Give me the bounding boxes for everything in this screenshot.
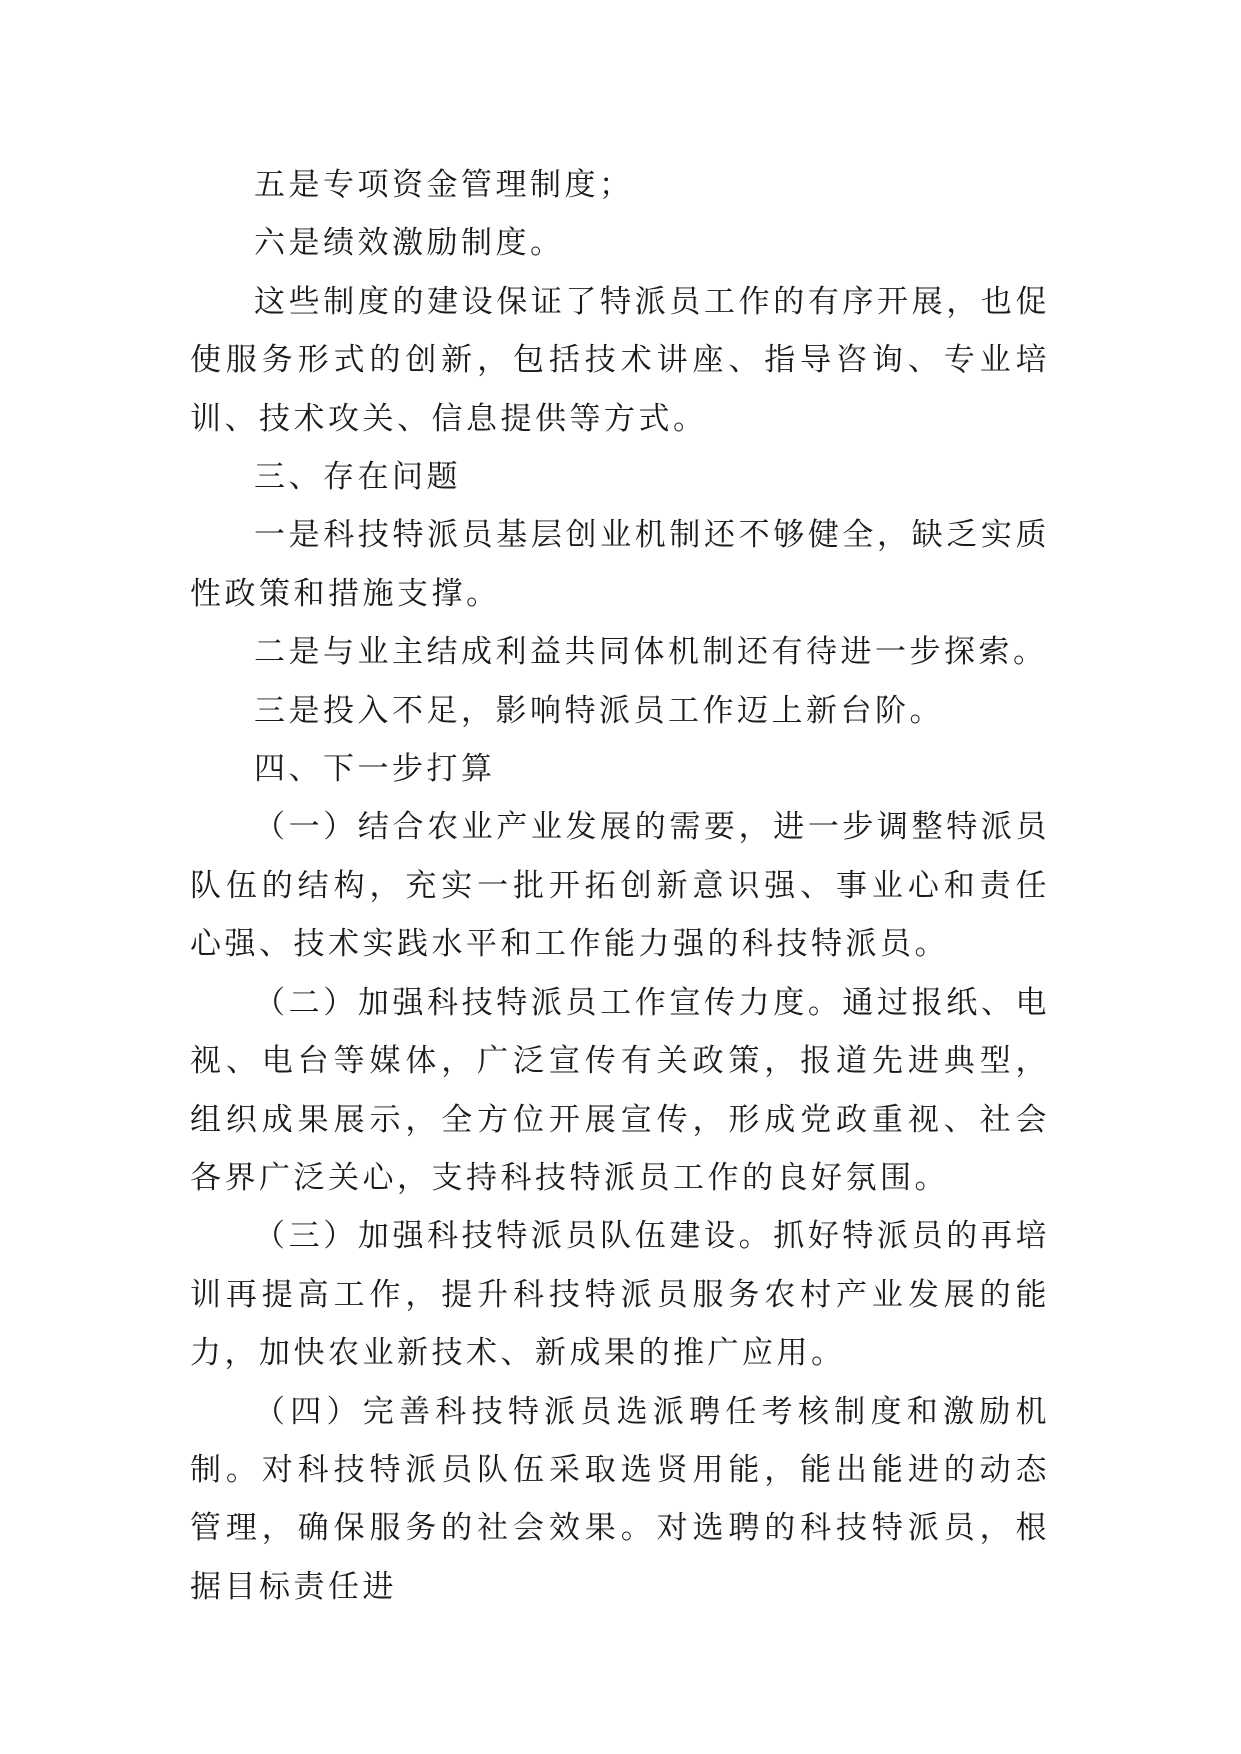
paragraph-plan-3: （三）加强科技特派员队伍建设。抓好特派员的再培训再提高工作，提升科技特派员服务农村产业发展的能力，加快农业新技术、新成果的推广应用。 [190, 1218, 1050, 1372]
paragraph-summary: 这些制度的建设保证了特派员工作的有序开展，也促使服务形式的创新，包括技术讲座、指导咨询、专业培训、技术攻关、信息提供等方式。 [190, 283, 1050, 437]
paragraph-item-5: 五是专项资金管理制度； [254, 167, 634, 203]
section-heading-next-steps: 四、下一步打算 [254, 751, 496, 788]
paragraph-item-6: 六是绩效激励制度。 [254, 225, 565, 262]
paragraph-problem-2: 二是与业主结成利益共同体机制还有待进一步探索。 [254, 634, 1048, 671]
section-heading-problems: 三、存在问题 [254, 459, 461, 496]
paragraph-plan-1: （一）结合农业产业发展的需要，进一步调整特派员队伍的结构，充实一批开拓创新意识强、事业心和责任心强、技术实践水平和工作能力强的科技特派员。 [190, 809, 1050, 963]
paragraph-plan-2: （二）加强科技特派员工作宣传力度。通过报纸、电视、电台等媒体，广泛宣传有关政策，报道先进典型，组织成果展示，全方位开展宣传，形成党政重视、社会各界广泛关心，支持科技特派员工作的良好氛围。 [190, 984, 1050, 1196]
paragraph-plan-4: （四）完善科技特派员选派聘任考核制度和激励机制。对科技特派员队伍采取选贤用能，能出能进的动态管理，确保服务的社会效果。对选聘的科技特派员，根据目标责任进 [190, 1393, 1050, 1605]
document-body [190, 156, 1050, 1616]
paragraph-problem-3: 三是投入不足，影响特派员工作迈上新台阶。 [254, 692, 944, 729]
paragraph-problem-1: 一是科技特派员基层创业机制还不够健全，缺乏实质性政策和措施支撑。 [190, 517, 1050, 612]
